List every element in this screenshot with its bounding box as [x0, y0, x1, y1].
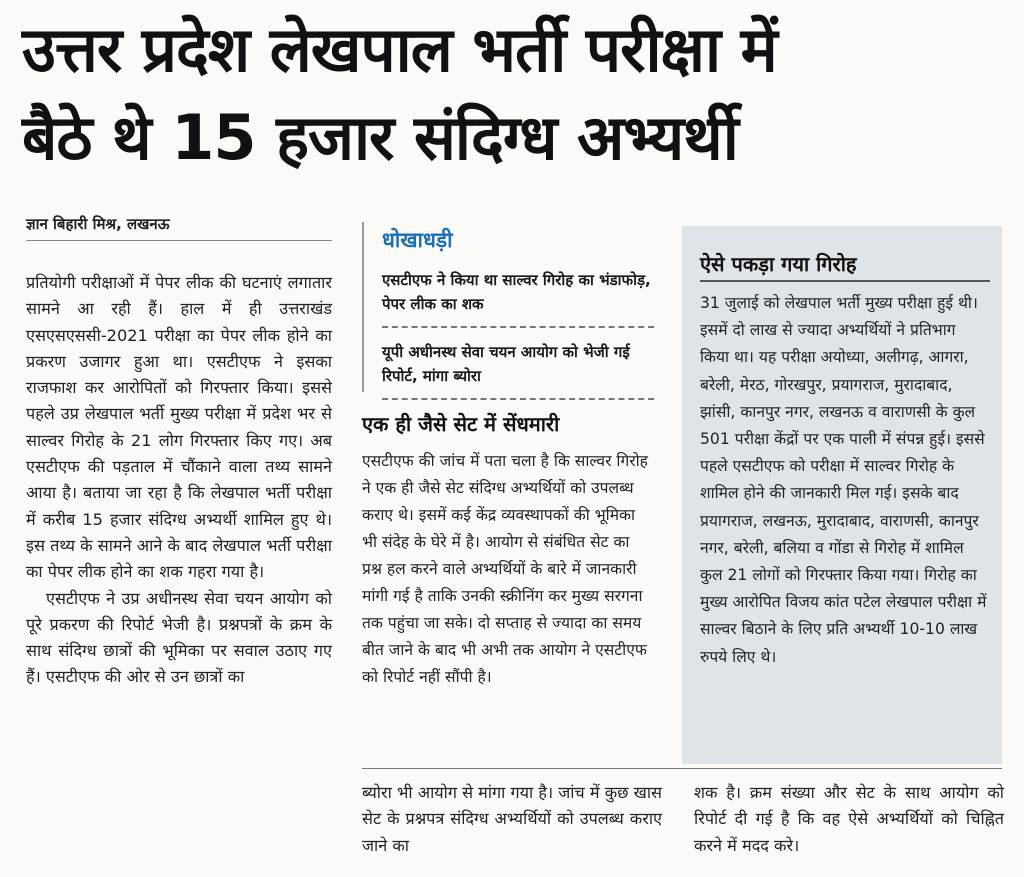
- column-divider: [362, 768, 1002, 769]
- sidebar-rule: [362, 222, 364, 392]
- sub-story-heading: एक ही जैसे सेट में सेंधमारी: [362, 412, 560, 436]
- promo-item-2: यूपी अधीनस्थ सेवा चयन आयोग को भेजी गई रिपोर्ट, मांगा ब्योरा: [382, 343, 630, 385]
- sub-story-text: एसटीएफ की जांच में पता चला है कि साल्वर गिरोह ने एक ही जैसे सेट संदिग्ध अभ्यर्थियों को उपलब्ध कराए थे। इसमें कई केंद्र व्यवस्थापकों की भूमिका भी संदेह के घेरे में है। आयोग से संबंधित सेट का प्रश्न हल करने वाले अभ्यर्थियों के बारे में जानकारी मांगी गई है ताकि उनकी स्क्रीनिंग कर मुख्य सरगना तक पहुंचा जा सके। दो सप्ताह से ज्यादा का समय बीत जाने के बाद भी अभी तक आयोग ने एसटीएफ को रिपोर्ट नहीं सौंपी है।: [362, 452, 648, 686]
- main-story-paragraph-1: प्रतियोगी परीक्षाओं में पेपर लीक की घटनाएं लगातार सामने आ रही हैं। हाल में ही उत्तराखंड एसएसएससी-2021 परीक्षा का पेपर लीक होने का प्रकरण उजागर हुआ था। एसटीएफ ने इसका राजफाश कर आरोपितों को गिरफ्तार किया। इससे पहले उप्र लेखपाल भर्ती मुख्य परीक्षा में प्रदेश भर से साल्वर गिरोह के 21 लोग गिरफ्तार किए गए। अब एसटीएफ की पड़ताल में चौंकाने वाला तथ्य सामने आया है। बताया जा रहा है कि लेखपाल भर्ती परीक्षा में करीब 15 हजार संदिग्ध अभ्यर्थी शामिल हुए थे। इस तथ्य के सामने आने के बाद लेखपाल भर्ती परीक्षा का पेपर लीक होने का शक गहरा गया है।: [26, 273, 332, 582]
- info-box-title: ऐसे पकड़ा गया गिरोह: [700, 252, 857, 276]
- main-story-continued-1: ब्योरा भी आयोग से मांगा गया है। जांच में कुछ खास सेट के प्रश्नपत्र संदिग्ध अभ्यर्थियों को उपलब्ध कराए जाने का: [362, 783, 662, 855]
- headline-line-2: बैठे थे 15 हजार संदिग्ध अभ्यर्थी: [22, 101, 738, 174]
- byline: ज्ञान बिहारी मिश्र, लखनऊ: [26, 214, 332, 241]
- main-story-column: [26, 270, 332, 691]
- headline-line-1: उत्तर प्रदेश लेखपाल भर्ती परीक्षा में: [22, 13, 777, 86]
- dashed-divider: [382, 398, 654, 400]
- headline: [22, 6, 1012, 182]
- info-box-text: 31 जुलाई को लेखपाल भर्ती मुख्य परीक्षा हुई थी। इसमें दो लाख से ज्यादा अभ्यर्थियों ने प्रतिभाग किया था। यह परीक्षा अयोध्या, अलीगढ़, आगरा, बरेली, मेरठ, गोरखपुर, प्रयागराज, मुरादाबाद, झांसी, कानपुर नगर, लखनऊ व वाराणसी के कुल 501 परीक्षा केंद्रों पर एक पाली में संपन्न हुई। इससे पहले एसटीएफ को परीक्षा में साल्वर गिरोह के शामिल होने की जानकारी मिल गई। इसके बाद प्रयागराज, लखनऊ, मुरादाबाद, वाराणसी, कानपुर नगर, बरेली, बलिया व गोंडा से गिरोह में शामिल कुल 21 लोगों को गिरफ्तार किया गया। गिरोह का मुख्य आरोपित विजय कांत पटेल लेखपाल परीक्षा में साल्वर बिठाने के लिए प्रति अभ्यर्थी 10-10 लाख रुपये लिए थे।: [700, 294, 987, 666]
- promo-item-1: एसटीएफ ने किया था साल्वर गिरोह का भंडाफोड़, पेपर लीक का शक: [382, 271, 651, 313]
- kicker-label: धोखाधड़ी: [382, 228, 453, 252]
- info-box-rule: [700, 280, 990, 282]
- main-story-continued-2: शक है। क्रम संख्या और सेट के साथ आयोग को रिपोर्ट दी गई है कि वह ऐसे अभ्यर्थियों को चिह्नित करने में मदद करे।: [694, 783, 1004, 855]
- dashed-divider: [382, 326, 654, 328]
- main-story-paragraph-2: एसटीएफ ने उप्र अधीनस्थ सेवा चयन आयोग को पूरे प्रकरण की रिपोर्ट भेजी है। प्रश्नपत्रों के क्रम के साथ संदिग्ध छात्रों की भूमिका पर सवाल उठाए गए हैं। एसटीएफ की ओर से उन छात्रों का: [26, 588, 332, 687]
